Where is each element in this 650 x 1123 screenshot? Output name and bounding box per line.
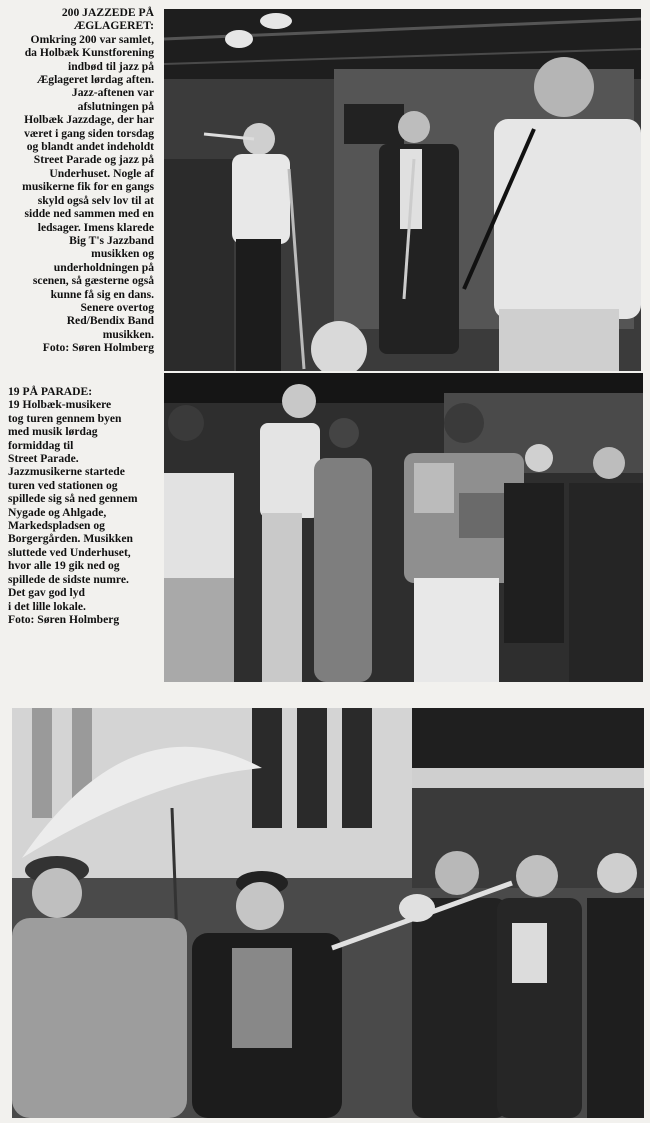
caption-line: indbød til jazz på: [67, 59, 154, 73]
caption-line: formiddag til: [8, 438, 74, 452]
caption-line: ÆGLAGERET:: [73, 19, 154, 33]
caption-line: 19 PÅ PARADE:: [8, 385, 93, 398]
caption-photo-credit: Foto: Søren Holmberg: [42, 341, 154, 355]
caption-line: da Holbæk Kunstforening: [24, 46, 154, 60]
caption-line: Borgergården. Musikken: [8, 532, 133, 546]
caption-line: spillede sig så ned gennem: [8, 492, 138, 506]
caption-street-parade: [8, 385, 163, 626]
caption-line: Senere overtog: [80, 300, 154, 314]
caption-photo-credit: Foto: Søren Holmberg: [8, 612, 120, 626]
caption-line: musikken.: [102, 327, 154, 341]
caption-line: musikken og: [91, 247, 154, 261]
caption-jazz-aeglageret: [6, 6, 154, 355]
dancing-crowd-icon: [164, 373, 643, 682]
caption-line: været i gang siden torsdag: [24, 126, 154, 140]
caption-line: ledsager. Imens klarede: [37, 220, 154, 234]
caption-line: i det lille lokale.: [8, 599, 86, 613]
caption-line: musikerne fik for en gangs: [22, 180, 154, 194]
caption-line: kunne få sig en dans.: [50, 287, 154, 301]
caption-line: Street Parade.: [8, 452, 79, 466]
dancing-crowd-photo: [164, 373, 643, 682]
caption-line: og blandt andet indeholdt: [26, 140, 154, 154]
caption-line: Big T's Jazzband: [69, 233, 154, 247]
caption-line: skyld også selv lov til at: [37, 193, 154, 207]
caption-line: underholdningen på: [53, 260, 154, 274]
caption-line: scenen, så gæsterne også: [32, 274, 154, 288]
caption-line: Nygade og Ahlgade,: [8, 505, 107, 519]
caption-line: Omkring 200 var samlet,: [30, 32, 154, 46]
caption-line: tog turen gennem byen: [8, 411, 122, 425]
caption-line: Street Parade og jazz på: [33, 153, 154, 167]
caption-line: sluttede ved Underhuset,: [8, 545, 131, 559]
caption-line: Underhuset. Nogle af: [49, 166, 154, 180]
caption-line: Markedspladsen og: [8, 519, 105, 533]
caption-line: med musik lørdag: [8, 425, 98, 439]
caption-line: Det gav god lyd: [8, 586, 85, 600]
caption-line: Holbæk Jazzdage, der har: [24, 113, 154, 127]
caption-line: Jazz-aftenen var: [71, 86, 154, 100]
street-parade-photo: [12, 708, 644, 1118]
caption-line: 19 Holbæk-musikere: [8, 398, 112, 412]
caption-line: Jazzmusikerne startede: [8, 465, 125, 479]
caption-line: sidde ned sammen med en: [24, 207, 154, 221]
street-parade-icon: [12, 708, 644, 1118]
caption-line: Red/Bendix Band: [66, 314, 154, 328]
jazz-band-stage-icon: [164, 9, 641, 371]
caption-line: spillede de sidste numre.: [8, 572, 129, 586]
caption-line: 200 JAZZEDE PÅ: [61, 6, 154, 19]
caption-line: Æglageret lørdag aften.: [36, 73, 154, 87]
caption-line: turen ved stationen og: [8, 478, 118, 492]
caption-line: afslutningen på: [77, 99, 154, 113]
caption-line: hvor alle 19 gik ned og: [8, 559, 120, 573]
jazz-band-stage-photo: [164, 9, 641, 371]
